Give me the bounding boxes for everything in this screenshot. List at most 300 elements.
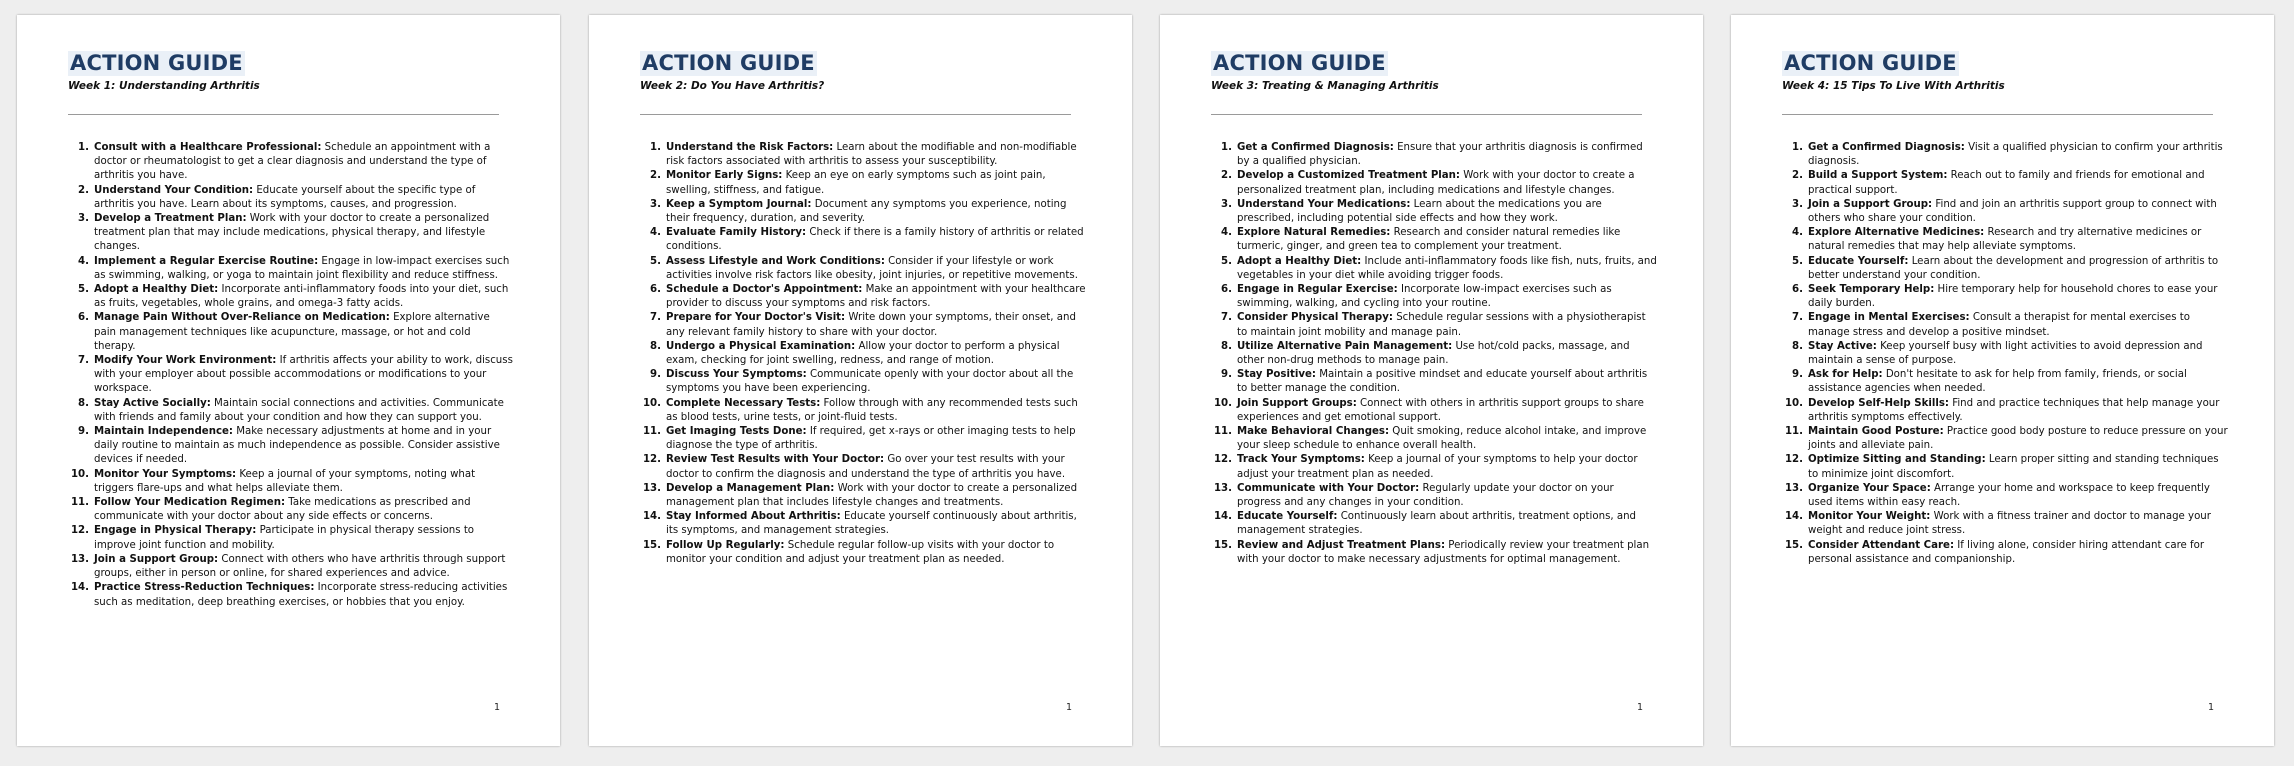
item-number: 8. [650,340,661,352]
item-text [94,141,514,184]
item-number: 15. [1213,539,1232,551]
item-description: If living alone, consider hiring attendant care for personal assistance and companionship. [1808,539,2205,565]
item-description: Incorporate stress-reducing activities such as meditation, deep breathing exercises, or hobbies that you enjoy. [94,582,508,608]
item-description: Participate in physical therapy sessions to improve joint function and mobility. [94,525,475,551]
list-item [68,581,514,609]
item-heading: Understand Your Condition: [94,184,254,196]
item-text [1237,482,1657,510]
list-item [1782,311,2228,339]
action-list [1211,141,1657,567]
item-text [666,482,1086,510]
list-item [1782,141,2228,169]
item-text [666,198,1086,226]
list-item [1211,169,1657,197]
item-text [666,255,1086,283]
list-item [68,354,514,397]
list-item [1782,255,2228,283]
item-number: 14. [1213,511,1232,523]
item-heading: Stay Active: [1808,340,1877,352]
list-item [1782,283,2228,311]
item-description: Research and try alternative medicines or natural remedies that may help alleviate symptoms. [1808,227,2202,253]
item-description: Learn about the modifiable and non-modifiable risk factors associated with arthritis to assess your susceptibility. [666,142,1077,168]
item-heading: Develop a Treatment Plan: [94,213,247,225]
list-item [1211,397,1657,425]
item-heading: Adopt a Healthy Diet: [94,284,219,296]
item-heading: Understand Your Medications: [1237,198,1411,210]
item-heading: Join a Support Group: [94,553,219,565]
item-number: 2. [650,170,661,182]
item-number: 12. [70,525,89,537]
item-description: Reach out to family and friends for emotional and practical support. [1808,170,2205,196]
item-description: Include anti-inflammatory foods like fish, nuts, fruits, and vegetables in your diet while avoiding trigger foods. [1237,255,1657,281]
list-item [1782,169,2228,197]
item-heading: Develop Self-Help Skills: [1808,397,1949,409]
item-description: Learn proper sitting and standing techniques to minimize joint discomfort. [1808,454,2219,480]
item-heading: Stay Informed About Arthritis: [666,511,841,523]
list-item [640,510,1086,538]
item-heading: Review Test Results with Your Doctor: [666,454,885,466]
item-number: 7. [1221,312,1232,324]
item-heading: Follow Your Medication Regimen: [94,497,286,509]
item-description: Schedule an appointment with a doctor or rheumatologist to get a clear diagnosis and understand the type of arthritis you have. [94,142,491,182]
item-text [666,169,1086,197]
document-page [1731,15,2274,746]
item-number: 8. [1221,340,1232,352]
list-item [1782,453,2228,481]
item-number: 3. [650,198,661,210]
item-description: Connect with others in arthritis support groups to share experiences and get emotional support. [1237,397,1644,423]
list-item [1211,482,1657,510]
list-item [640,397,1086,425]
list-item [640,255,1086,283]
list-item [1211,510,1657,538]
item-description: Make an appointment with your healthcare provider to discuss your symptoms and risk factors. [666,284,1086,310]
item-number: 4. [650,227,661,239]
divider [640,114,1071,115]
item-description: Write down your symptoms, their onset, and any relevant family history to share with your doctor. [666,312,1076,338]
item-heading: Prepare for Your Doctor's Visit: [666,312,846,324]
item-description: Regularly update your doctor on your progress and any changes in your condition. [1237,482,1614,509]
item-number: 5. [1221,255,1232,267]
page-title: ACTION GUIDE [1213,51,1386,75]
item-description: Arrange your home and workspace to keep frequently used items within easy reach. [1808,482,2210,509]
item-number: 12. [1784,454,1803,466]
item-text [1808,169,2228,197]
item-text [1237,340,1657,368]
list-item [68,184,514,212]
item-heading: Manage Pain Without Over-Reliance on Medication: [94,312,390,324]
item-number: 5. [78,284,89,296]
item-description: Document any symptoms you experience, noting their frequency, duration, and severity. [666,198,1067,225]
item-number: 5. [1792,255,1803,267]
item-description: Consult a therapist for mental exercises to manage stress and develop a positive mindset. [1808,312,2190,338]
list-item [1211,141,1657,169]
list-item [1211,340,1657,368]
item-text [666,539,1086,567]
item-heading: Review and Adjust Treatment Plans: [1237,539,1446,551]
item-number: 4. [1792,227,1803,239]
list-item [68,212,514,255]
item-text [94,184,514,212]
item-heading: Engage in Mental Exercises: [1808,312,1970,324]
item-number: 11. [1213,426,1232,438]
item-number: 13. [642,482,661,494]
list-item [640,482,1086,510]
item-number: 6. [650,284,661,296]
page-title: ACTION GUIDE [70,51,243,75]
list-item [1782,482,2228,510]
item-number: 6. [1221,284,1232,296]
item-text [1237,311,1657,339]
item-description: Communicate openly with your doctor about all the symptoms you have been experiencing. [666,369,1074,395]
item-text [666,510,1086,538]
item-text [1808,453,2228,481]
item-description: Take medications as prescribed and communicate with your doctor about any side effects or concerns. [94,497,471,523]
item-heading: Educate Yourself: [1808,255,1909,267]
divider [1211,114,1642,115]
list-item [1211,539,1657,567]
item-heading: Undergo a Physical Examination: [666,340,856,352]
item-text [1808,425,2228,453]
item-text [1237,453,1657,481]
item-description: Educate yourself about the specific type of arthritis you have. Learn about its symptoms, causes, and progression. [94,184,476,210]
item-text [1237,510,1657,538]
divider [68,114,499,115]
item-text [666,141,1086,169]
item-number: 14. [1784,511,1803,523]
list-item [1782,340,2228,368]
item-number: 13. [1784,482,1803,494]
item-number: 15. [642,539,661,551]
item-text [666,397,1086,425]
item-number: 2. [1221,170,1232,182]
item-description: Schedule regular sessions with a physiotherapist to maintain joint mobility and manage pain. [1237,312,1646,338]
item-number: 8. [1792,340,1803,352]
item-number: 8. [78,397,89,409]
item-description: Learn about the development and progression of arthritis to better understand your condition. [1808,255,2219,281]
page-subtitle: Week 3: Treating & Managing Arthritis [1211,80,1439,92]
item-text [1808,397,2228,425]
item-description: Educate yourself continuously about arthritis, its symptoms, and management strategies. [666,511,1077,537]
item-heading: Get Imaging Tests Done: [666,426,807,438]
item-number: 2. [78,184,89,196]
list-item [68,524,514,552]
item-number: 9. [650,369,661,381]
item-number: 14. [70,582,89,594]
item-description: Check if there is a family history of arthritis or related conditions. [666,227,1084,253]
item-number: 12. [1213,454,1232,466]
item-heading: Join Support Groups: [1237,397,1357,409]
action-list [1782,141,2228,567]
item-text [1808,311,2228,339]
item-description: Hire temporary help for household chores to ease your daily burden. [1808,284,2218,310]
item-text [94,581,514,609]
item-description: Consider if your lifestyle or work activities involve risk factors like obesity, joint injuries, or repetitive movements. [666,255,1078,281]
item-text [1237,141,1657,169]
item-heading: Track Your Symptoms: [1237,454,1365,466]
item-description: Make necessary adjustments at home and in your daily routine to maintain as much independence as possible. Consider assistive devices if needed. [94,426,500,466]
item-heading: Get a Confirmed Diagnosis: [1237,142,1394,153]
item-description: Practice good body posture to reduce pressure on your joints and alleviate pain. [1808,426,2228,452]
item-text [1237,368,1657,396]
item-heading: Complete Necessary Tests: [666,397,821,409]
item-description: Follow through with any recommended tests such as blood tests, urine tests, or joint-fluid tests. [666,397,1078,423]
item-number: 12. [642,454,661,466]
item-heading: Stay Positive: [1237,369,1316,381]
page-title: ACTION GUIDE [1784,51,1957,75]
item-number: 6. [1792,284,1803,296]
page-number: 1 [1065,702,1072,713]
item-text [1237,255,1657,283]
item-heading: Ask for Help: [1808,369,1883,381]
item-number: 5. [650,255,661,267]
page-title: ACTION GUIDE [642,51,815,75]
item-heading: Organize Your Space: [1808,482,1931,494]
item-heading: Educate Yourself: [1237,511,1338,523]
item-number: 1. [78,142,89,153]
item-number: 1. [1221,142,1232,153]
item-number: 9. [78,426,89,438]
list-item [640,425,1086,453]
item-text [94,468,514,496]
item-heading: Follow Up Regularly: [666,539,785,551]
item-heading: Make Behavioral Changes: [1237,426,1390,438]
item-heading: Explore Alternative Medicines: [1808,227,1985,239]
item-description: Incorporate low-impact exercises such as swimming, walking, and cycling into your routine. [1237,284,1612,310]
item-number: 2. [1792,170,1803,182]
page-subtitle: Week 4: 15 Tips To Live With Arthritis [1782,80,2005,92]
list-item [640,539,1086,567]
item-description: Keep an eye on early symptoms such as joint pain, swelling, stiffness, and fatigue. [666,170,1046,196]
list-item [1782,539,2228,567]
item-description: Keep yourself busy with light activities to avoid depression and maintain a sense of purpose. [1808,340,2203,367]
item-heading: Monitor Your Weight: [1808,511,1931,523]
list-item [1782,510,2228,538]
item-text [94,283,514,311]
item-heading: Engage in Physical Therapy: [94,525,257,537]
page-number: 1 [2207,702,2214,713]
item-text [666,283,1086,311]
list-item [1211,226,1657,254]
item-number: 6. [78,312,89,324]
item-number: 7. [1792,312,1803,324]
item-heading: Build a Support System: [1808,170,1948,182]
list-item [640,169,1086,197]
item-number: 4. [78,255,89,267]
item-text [1808,510,2228,538]
list-item [1211,255,1657,283]
item-number: 11. [642,426,661,438]
item-number: 15. [1784,539,1803,551]
item-text [1237,169,1657,197]
list-item [1211,453,1657,481]
item-description: Schedule regular follow-up visits with your doctor to monitor your condition and adjust your treatment plan as needed. [666,539,1055,565]
item-heading: Stay Active Socially: [94,397,211,409]
list-item [1782,226,2228,254]
item-text [666,311,1086,339]
item-description: Find and join an arthritis support group to connect with others who share your condition. [1808,198,2217,225]
list-item [1782,397,2228,425]
item-text [94,425,514,468]
item-text [1808,283,2228,311]
item-heading: Practice Stress-Reduction Techniques: [94,582,315,594]
page-number: 1 [1636,702,1643,713]
item-number: 13. [70,553,89,565]
list-item [68,425,514,468]
divider [1782,114,2213,115]
item-heading: Engage in Regular Exercise: [1237,284,1398,296]
list-item [640,283,1086,311]
item-number: 14. [642,511,661,523]
list-item [1211,425,1657,453]
item-heading: Consider Attendant Care: [1808,539,1955,551]
item-text [94,311,514,354]
item-text [1237,198,1657,226]
list-item [640,453,1086,481]
item-text [94,553,514,581]
item-description: Incorporate anti-inflammatory foods into your diet, such as fruits, vegetables, whole grains, and omega-3 fatty acids. [94,284,509,310]
list-item [68,496,514,524]
list-item [1211,198,1657,226]
item-description: Learn about the medications you are prescribed, including potential side effects and how they work. [1237,198,1602,225]
item-heading: Develop a Management Plan: [666,482,835,494]
document-page [589,15,1132,746]
item-number: 1. [1792,142,1803,153]
item-text [1808,482,2228,510]
item-text [1808,255,2228,283]
list-item [1211,311,1657,339]
item-text [1237,283,1657,311]
page-subtitle: Week 1: Understanding Arthritis [68,80,260,92]
item-heading: Monitor Your Symptoms: [94,468,237,480]
item-description: Maintain a positive mindset and educate yourself about arthritis to better manage the condition. [1237,369,1648,395]
list-item [1211,368,1657,396]
item-text [1808,141,2228,169]
item-description: Work with your doctor to create a personalized treatment plan that may include medications, physical therapy, and lifestyle changes. [94,213,490,253]
item-number: 9. [1792,369,1803,381]
item-description: Go over your test results with your doctor to confirm the diagnosis and understand the type of arthritis you have. [666,454,1066,480]
item-heading: Consider Physical Therapy: [1237,312,1393,324]
list-item [1782,198,2228,226]
item-text [1237,425,1657,453]
list-item [68,283,514,311]
item-heading: Implement a Regular Exercise Routine: [94,255,319,267]
item-description: Find and practice techniques that help manage your arthritis symptoms effectively. [1808,397,2220,423]
item-description: Visit a qualified physician to confirm your arthritis diagnosis. [1808,142,2223,168]
item-text [1808,226,2228,254]
list-item [1782,368,2228,396]
item-text [94,397,514,425]
item-description: Use hot/cold packs, massage, and other non-drug methods to manage pain. [1237,340,1630,367]
item-heading: Modify Your Work Environment: [94,355,277,367]
item-text [1237,397,1657,425]
item-description: Periodically review your treatment plan with your doctor to make necessary adjustments for optimal management. [1237,539,1650,565]
item-heading: Utilize Alternative Pain Management: [1237,340,1453,352]
item-description: If required, get x-rays or other imaging tests to help diagnose the type of arthritis. [666,426,1076,452]
list-item [68,553,514,581]
list-item [1782,425,2228,453]
list-item [68,397,514,425]
item-number: 10. [70,468,89,480]
item-text [1808,539,2228,567]
item-heading: Develop a Customized Treatment Plan: [1237,170,1460,182]
item-text [1808,198,2228,226]
item-text [1237,539,1657,567]
item-heading: Seek Temporary Help: [1808,284,1935,296]
item-heading: Assess Lifestyle and Work Conditions: [666,255,885,267]
item-text [666,453,1086,481]
item-description: Don't hesitate to ask for help from family, friends, or social assistance agencies when needed. [1808,369,2187,395]
item-number: 7. [78,355,89,367]
item-text [94,496,514,524]
item-heading: Explore Natural Remedies: [1237,227,1391,239]
item-text [666,340,1086,368]
item-heading: Join a Support Group: [1808,198,1933,210]
action-list [68,141,514,610]
item-number: 3. [1792,198,1803,210]
item-heading: Evaluate Family History: [666,227,807,239]
item-description: Keep a journal of your symptoms to help your doctor adjust your treatment plan as needed. [1237,454,1638,480]
item-description: Allow your doctor to perform a physical exam, checking for joint swelling, redness, and range of motion. [666,340,1060,367]
page-number: 1 [493,702,500,713]
item-description: Maintain social connections and activities. Communicate with friends and family about your condition and how they can support you. [94,397,504,423]
item-heading: Consult with a Healthcare Professional: [94,142,322,153]
item-number: 11. [70,497,89,509]
item-heading: Keep a Symptom Journal: [666,198,812,210]
item-description: Keep a journal of your symptoms, noting what triggers flare-ups and what helps alleviate them. [94,468,476,494]
item-text [666,368,1086,396]
list-item [640,340,1086,368]
list-item [68,141,514,184]
list-item [1211,283,1657,311]
item-description: Explore alternative pain management techniques like acupuncture, massage, or hot and cold therapy. [94,312,490,352]
list-item [640,311,1086,339]
item-text [94,212,514,255]
item-description: Connect with others who have arthritis through support groups, either in person or online, for shared experiences and advice. [94,553,506,580]
item-description: Quit smoking, reduce alcohol intake, and improve your sleep schedule to enhance overall health. [1237,426,1647,452]
item-number: 13. [1213,482,1232,494]
item-heading: Communicate with Your Doctor: [1237,482,1420,494]
item-number: 7. [650,312,661,324]
item-number: 9. [1221,369,1232,381]
item-description: If arthritis affects your ability to work, discuss with your employer about possible accommodations or modifications to your workspace. [94,355,513,395]
list-item [640,226,1086,254]
page-subtitle: Week 2: Do You Have Arthritis? [640,80,825,92]
item-heading: Schedule a Doctor's Appointment: [666,284,863,296]
item-text [666,226,1086,254]
list-item [640,368,1086,396]
list-item [68,311,514,354]
item-text [1237,226,1657,254]
item-number: 11. [1784,426,1803,438]
item-number: 1. [650,142,661,153]
item-heading: Adopt a Healthy Diet: [1237,255,1362,267]
item-description: Research and consider natural remedies like turmeric, ginger, and green tea to complement your treatment. [1237,227,1621,253]
list-item [640,141,1086,169]
list-item [68,468,514,496]
item-description: Work with a fitness trainer and doctor to manage your weight and reduce joint stress. [1808,511,2211,537]
item-number: 10. [1784,397,1803,409]
item-description: Continuously learn about arthritis, treatment options, and management strategies. [1237,511,1637,537]
item-text [666,425,1086,453]
item-heading: Get a Confirmed Diagnosis: [1808,142,1965,153]
item-text [1808,340,2228,368]
item-number: 3. [78,213,89,225]
list-item [640,198,1086,226]
action-list [640,141,1086,567]
item-text [94,524,514,552]
item-text [1808,368,2228,396]
